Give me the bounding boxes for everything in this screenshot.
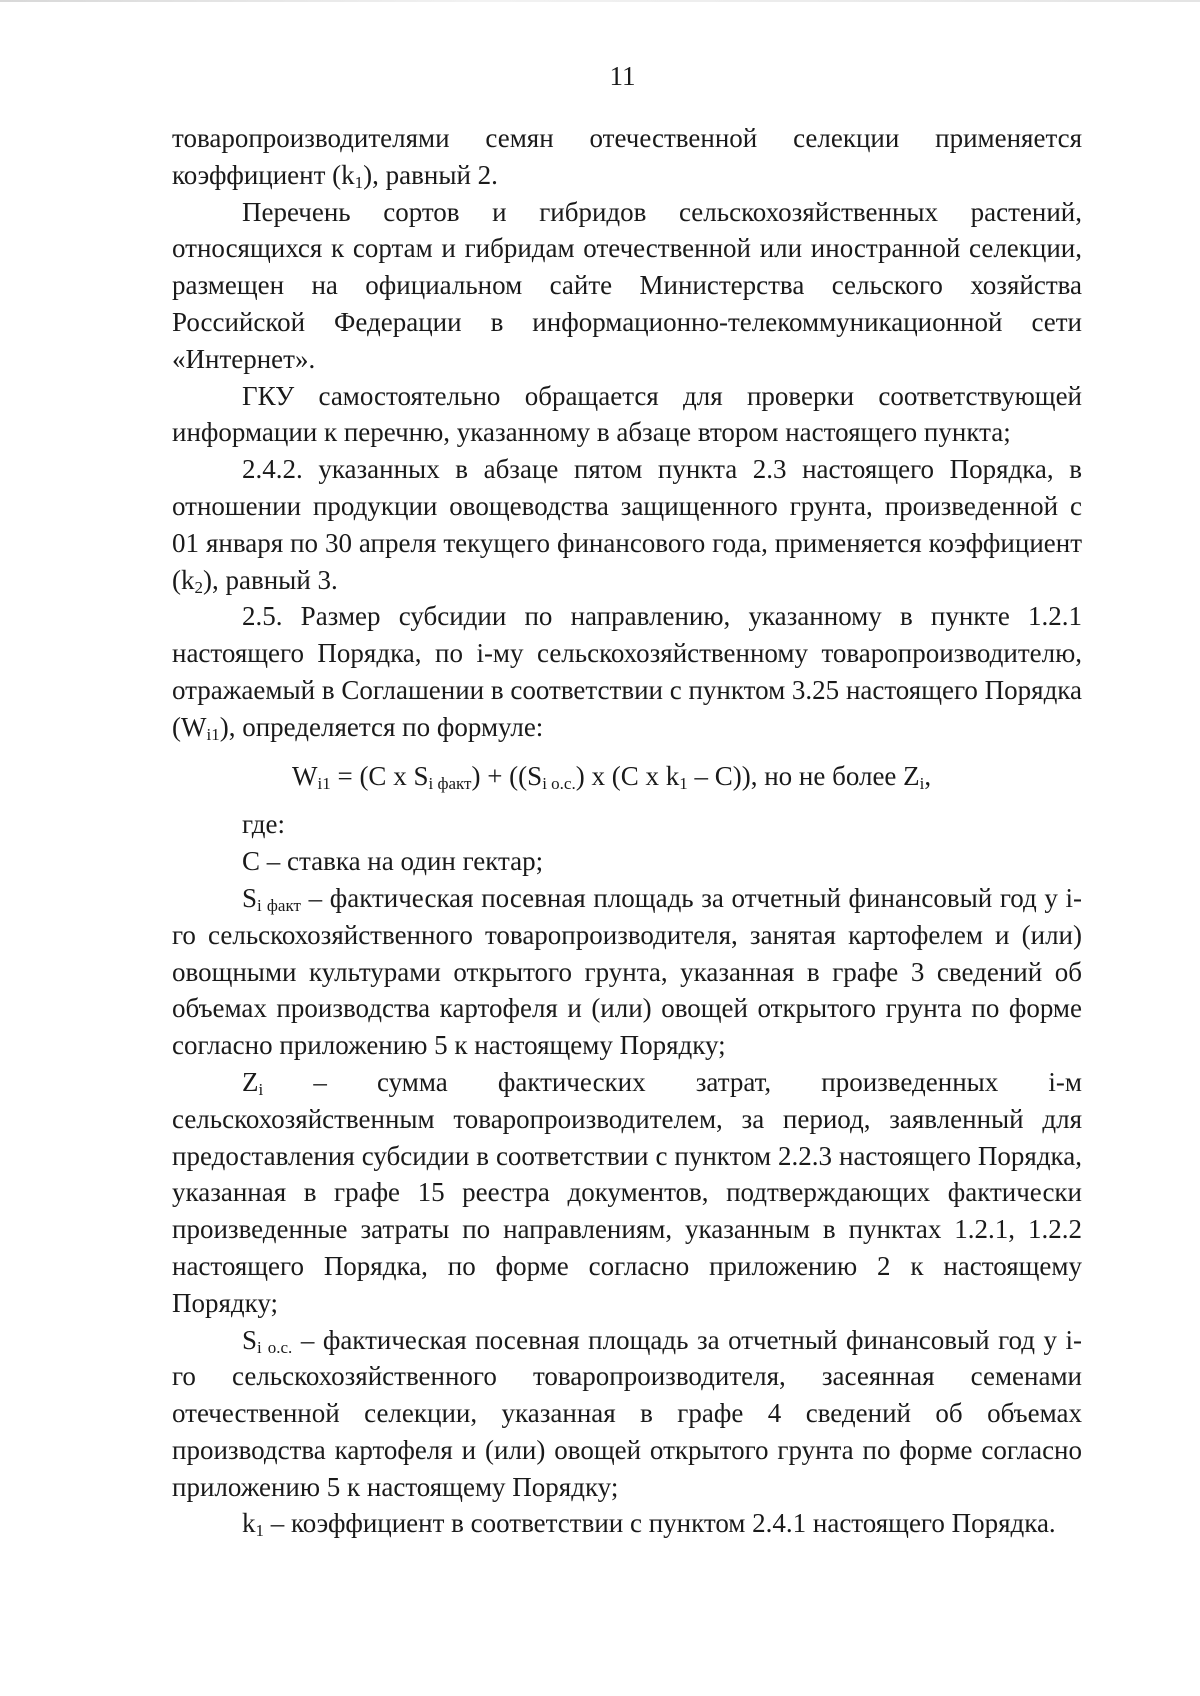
paragraph-gku-check: ГКУ самостоятельно обращается для проверки соответствующей информации к перечню, указанному в абзаце втором настоящего пункта; — [172, 380, 1082, 448]
page-number: 11 — [609, 61, 636, 91]
definition-k1 — [172, 1505, 1082, 1542]
formula-part: , — [924, 760, 932, 791]
paragraph-varieties-list: Перечень сортов и гибридов сельскохозяйственных растений, относящихся к сортам и гибридам отечественной или иностранной селекции, размещен на официальном сайте Министерства сельского хозяйства Российской Федерации в информационно-телекоммуникационной сети «Интернет». — [172, 196, 1082, 374]
formula-subscript: i о.с. — [542, 773, 576, 793]
definition-text: – коэффициент в соответствии с пунктом 2.4.1 настоящего Порядка. — [264, 1508, 1056, 1539]
paragraph-text: товаропроизводителями семян отечественной селекции применяется коэффициент (k — [172, 123, 1082, 190]
paragraph-text: ), равный 2. — [363, 159, 498, 190]
where-label: где: — [242, 809, 285, 840]
definition-s-os — [172, 1322, 1082, 1506]
definition-text: – сумма фактических затрат, произведенных i-м сельскохозяйственным товаропроизводителем, за период, заявленный для предоставления субсидии в соответствии с пунктом 2.2.3 настоящего Порядка, указанная в графе 15 реестра документов, подтверждающих фактически произведенные затраты по направлениям, указанным в пунктах 1.2.1, 1.2.2 настоящего Порядка, по форме согласно приложению 2 к настоящему Порядку; — [172, 1066, 1082, 1318]
formula-subscript: i — [919, 773, 925, 793]
definition-symbol: k — [242, 1508, 256, 1539]
paragraph-text: 2.4.2. указанных в абзаце пятом пункта 2.3 настоящего Порядка, в отношении продукции овощеводства защищенного грунта, произведенной с 01 января по 30 апреля текущего финансового года, применяется коэффициент (k — [172, 454, 1082, 595]
formula-part: ) x (C x k — [575, 760, 680, 791]
formula-part: – C)), но не более Z — [687, 760, 920, 791]
definition-subscript: i — [258, 1079, 264, 1099]
definition-symbol: S — [242, 1324, 258, 1355]
definition-symbol: Z — [242, 1066, 259, 1097]
subscript: 1 — [354, 172, 364, 192]
formula-subscript: 1 — [679, 773, 688, 793]
document-body — [172, 120, 1082, 1542]
subscript: i1 — [206, 724, 220, 744]
definition-text: – фактическая посевная площадь за отчетный финансовый год у i-го сельскохозяйственного товаропроизводителя, засеянная семенами отечественной селекции, указанная в графе 4 сведений об объемах производства картофеля и (или) овощей открытого грунта по форме согласно приложению 5 к настоящему Порядку; — [172, 1324, 1082, 1502]
definition-subscript: 1 — [255, 1521, 264, 1541]
definition-symbol: S — [242, 882, 258, 913]
definition-s-fact — [172, 880, 1082, 1064]
definition-text: – фактическая посевная площадь за отчетный финансовый год у i-го сельскохозяйственного товаропроизводителя, занятая картофелем и (или) овощными культурами открытого грунта, указанная в графе 3 сведений об объемах производства картофеля и (или) овощей открытого грунта по форме согласно приложению 5 к настоящему Порядку; — [172, 882, 1082, 1061]
paragraph-text: ), определяется по формуле: — [219, 711, 544, 742]
paragraph-2-5 — [172, 598, 1082, 745]
formula-part: W — [292, 760, 318, 791]
subscript: 2 — [194, 577, 203, 597]
paragraph-text: ), равный 3. — [203, 564, 338, 595]
scan-edge — [0, 0, 1200, 2]
subsidy-formula — [172, 758, 1082, 795]
definition-z — [172, 1064, 1082, 1322]
paragraph-2-4-2 — [172, 451, 1082, 598]
formula-subscript: i факт — [428, 773, 472, 793]
definition-c: C – ставка на один гектар; — [242, 846, 544, 877]
definition-subscript: i факт — [257, 895, 301, 915]
formula-part: = (C x S — [330, 760, 429, 791]
paragraph-continuation — [172, 120, 1082, 194]
paragraph-text: 2.5. Размер субсидии по направлению, указанному в пункте 1.2.1 настоящего Порядка, по i-му сельскохозяйственному товаропроизводителю, отражаемый в Соглашении в соответствии с пунктом 3.25 настоящего Порядка (W — [172, 601, 1082, 742]
formula-part: ) + ((S — [471, 760, 543, 791]
definition-subscript: i о.с. — [257, 1337, 293, 1357]
formula-subscript: i1 — [317, 773, 331, 793]
